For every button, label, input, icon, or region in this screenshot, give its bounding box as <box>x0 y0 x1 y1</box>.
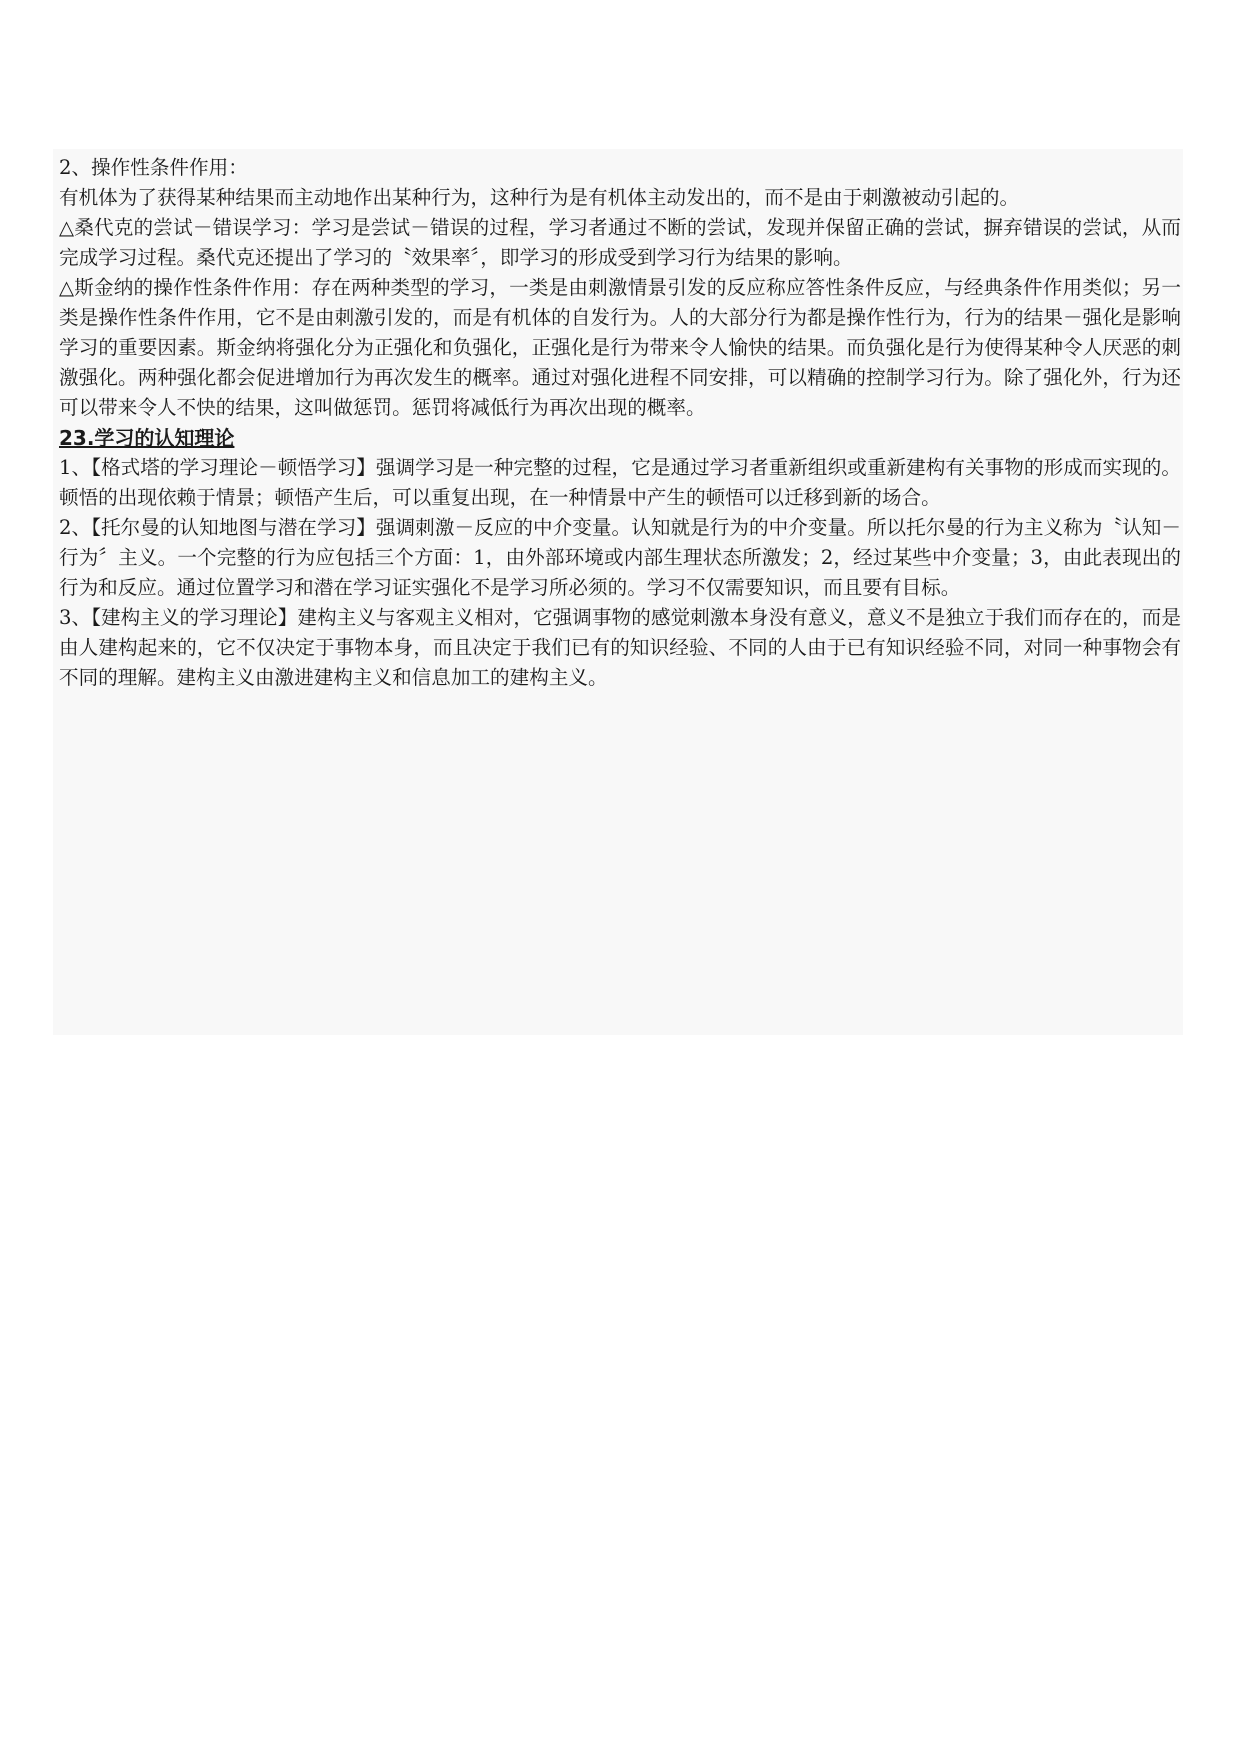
section-intro: 2、操作性条件作用： <box>59 156 248 179</box>
paragraph-tolman: 2、【托尔曼的认知地图与潜在学习】强调刺激－反应的中介变量。认知就是行为的中介变量。所以托尔曼的行为主义称为〝认知－行为〞主义。一个完整的行为应包括三个方面：1，由外部环境或内部生理状态所激发；2，经过某些中介变量；3，由此表现出的行为和反应。通过位置学习和潜在学习证实强化不是学习所必须的。学习不仅需要知识，而且要有目标。 <box>59 516 1181 599</box>
paragraph-thorndike: △桑代克的尝试－错误学习：学习是尝试－错误的过程，学习者通过不断的尝试，发现并保留正确的尝试，摒弃错误的尝试，从而完成学习过程。桑代克还提出了学习的〝效果率〞，即学习的形成受到学习行为结果的影响。 <box>59 216 1181 269</box>
document-body <box>59 153 1181 693</box>
section-heading: 23.学习的认知理论 <box>59 426 235 450</box>
paragraph-gestalt: 1、【格式塔的学习理论－顿悟学习】强调学习是一种完整的过程，它是通过学习者重新组织或重新建构有关事物的形成而实现的。顿悟的出现依赖于情景；顿悟产生后，可以重复出现，在一种情景中产生的顿悟可以迁移到新的场合。 <box>59 456 1181 509</box>
paragraph-constructivism: 3、【建构主义的学习理论】建构主义与客观主义相对，它强调事物的感觉刺激本身没有意义，意义不是独立于我们而存在的，而是由人建构起来的，它不仅决定于事物本身，而且决定于我们已有的知识经验、不同的人由于已有知识经验不同，对同一种事物会有不同的理解。建构主义由激进建构主义和信息加工的建构主义。 <box>59 606 1181 689</box>
paragraph-skinner: △斯金纳的操作性条件作用：存在两种类型的学习，一类是由刺激情景引发的反应称应答性条件反应，与经典条件作用类似；另一类是操作性条件作用，它不是由刺激引发的，而是有机体的自发行为。人的大部分行为都是操作性行为，行为的结果－强化是影响学习的重要因素。斯金纳将强化分为正强化和负强化，正强化是行为带来令人愉快的结果。而负强化是行为使得某种令人厌恶的刺激强化。两种强化都会促进增加行为再次发生的概率。通过对强化进程不同安排，可以精确的控制学习行为。除了强化外，行为还可以带来令人不快的结果，这叫做惩罚。惩罚将减低行为再次出现的概率。 <box>59 276 1181 419</box>
paragraph-definition: 有机体为了获得某种结果而主动地作出某种行为，这种行为是有机体主动发出的，而不是由于刺激被动引起的。 <box>59 186 1020 209</box>
